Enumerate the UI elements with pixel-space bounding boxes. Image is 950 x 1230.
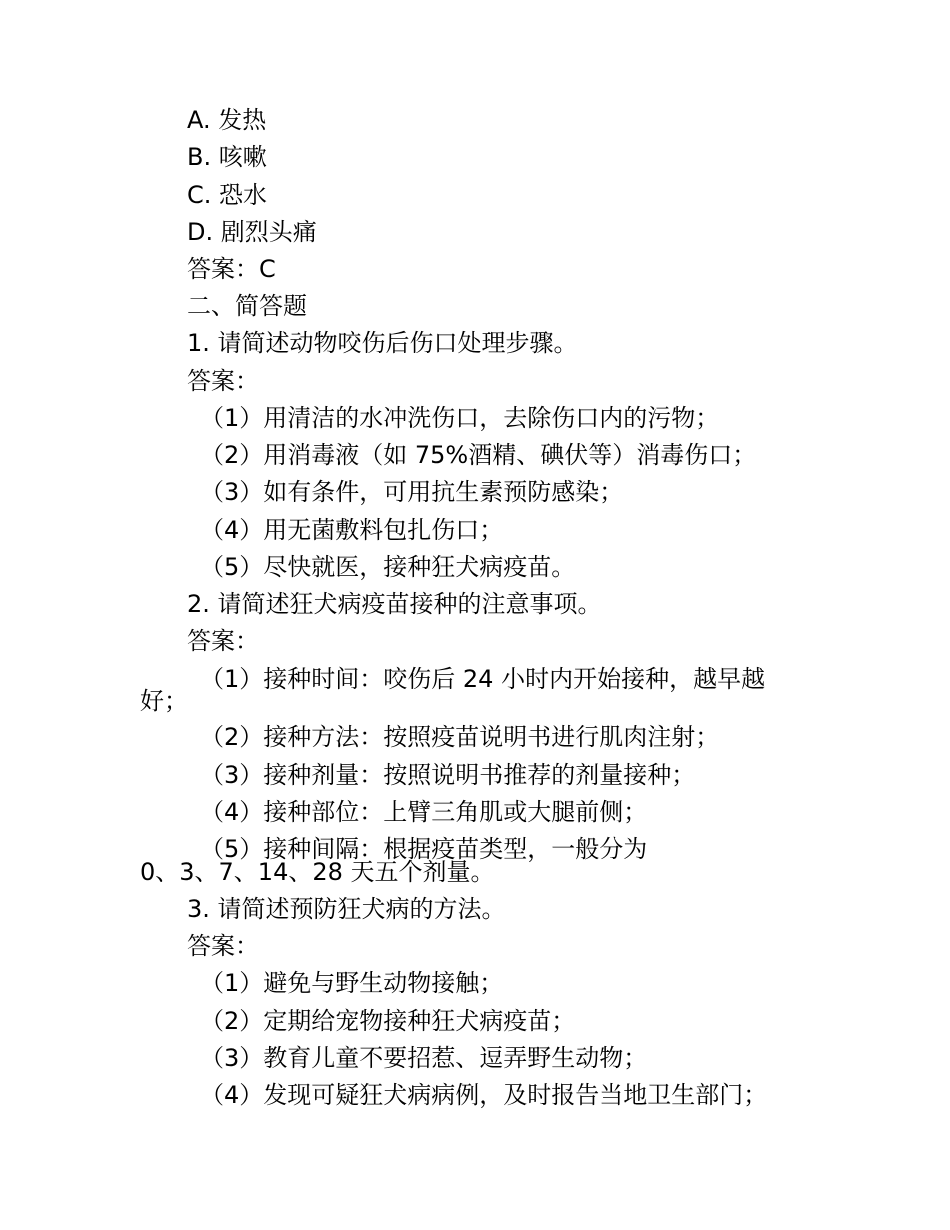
- q1-question: 1. 请简述动物咬伤后伤口处理步骤。: [187, 329, 578, 357]
- q3-step-1: （1）避免与野生动物接触；: [200, 969, 504, 997]
- q3-step-3: （3）教育儿童不要招惹、逗弄野生动物；: [200, 1044, 648, 1072]
- q2-answer-label: 答案：: [187, 627, 259, 655]
- option-c: C. 恐水: [187, 181, 268, 209]
- q3-question: 3. 请简述预防狂犬病的方法。: [187, 895, 506, 923]
- option-d: D. 剧烈头痛: [187, 218, 317, 246]
- q2-step-3: （3）接种剂量：按照说明书推荐的剂量接种；: [200, 761, 696, 789]
- section-title: 二、简答题: [187, 292, 307, 320]
- q2-step-5-line-2: 0、3、7、14、28 天五个剂量。: [140, 858, 495, 886]
- q2-step-5-line-1: （5）接种间隔：根据疫苗类型，一般分为: [200, 835, 648, 863]
- q3-step-4: （4）发现可疑狂犬病病例，及时报告当地卫生部门；: [200, 1081, 768, 1109]
- q3-answer-label: 答案：: [187, 932, 259, 960]
- q1-step-3: （3）如有条件，可用抗生素预防感染；: [200, 478, 624, 506]
- q3-step-2: （2）定期给宠物接种狂犬病疫苗；: [200, 1007, 576, 1035]
- q2-step-1-line-2: 好；: [140, 687, 188, 715]
- q2-step-4: （4）接种部位：上臂三角肌或大腿前侧；: [200, 798, 648, 826]
- q2-question: 2. 请简述狂犬病疫苗接种的注意事项。: [187, 590, 602, 618]
- mc-answer: 答案：C: [187, 255, 276, 283]
- q1-step-2: （2）用消毒液（如 75%酒精、碘伏等）消毒伤口；: [200, 441, 757, 469]
- q1-step-5: （5）尽快就医，接种狂犬病疫苗。: [200, 553, 576, 581]
- option-a: A. 发热: [187, 106, 267, 134]
- option-b: B. 咳嗽: [187, 143, 267, 171]
- q2-step-1-line-1: （1）接种时间：咬伤后 24 小时内开始接种，越早越: [200, 665, 766, 693]
- q1-step-4: （4）用无菌敷料包扎伤口；: [200, 516, 504, 544]
- q1-answer-label: 答案：: [187, 367, 259, 395]
- q1-step-1: （1）用清洁的水冲洗伤口，去除伤口内的污物；: [200, 404, 720, 432]
- q2-step-2: （2）接种方法：按照疫苗说明书进行肌肉注射；: [200, 723, 720, 751]
